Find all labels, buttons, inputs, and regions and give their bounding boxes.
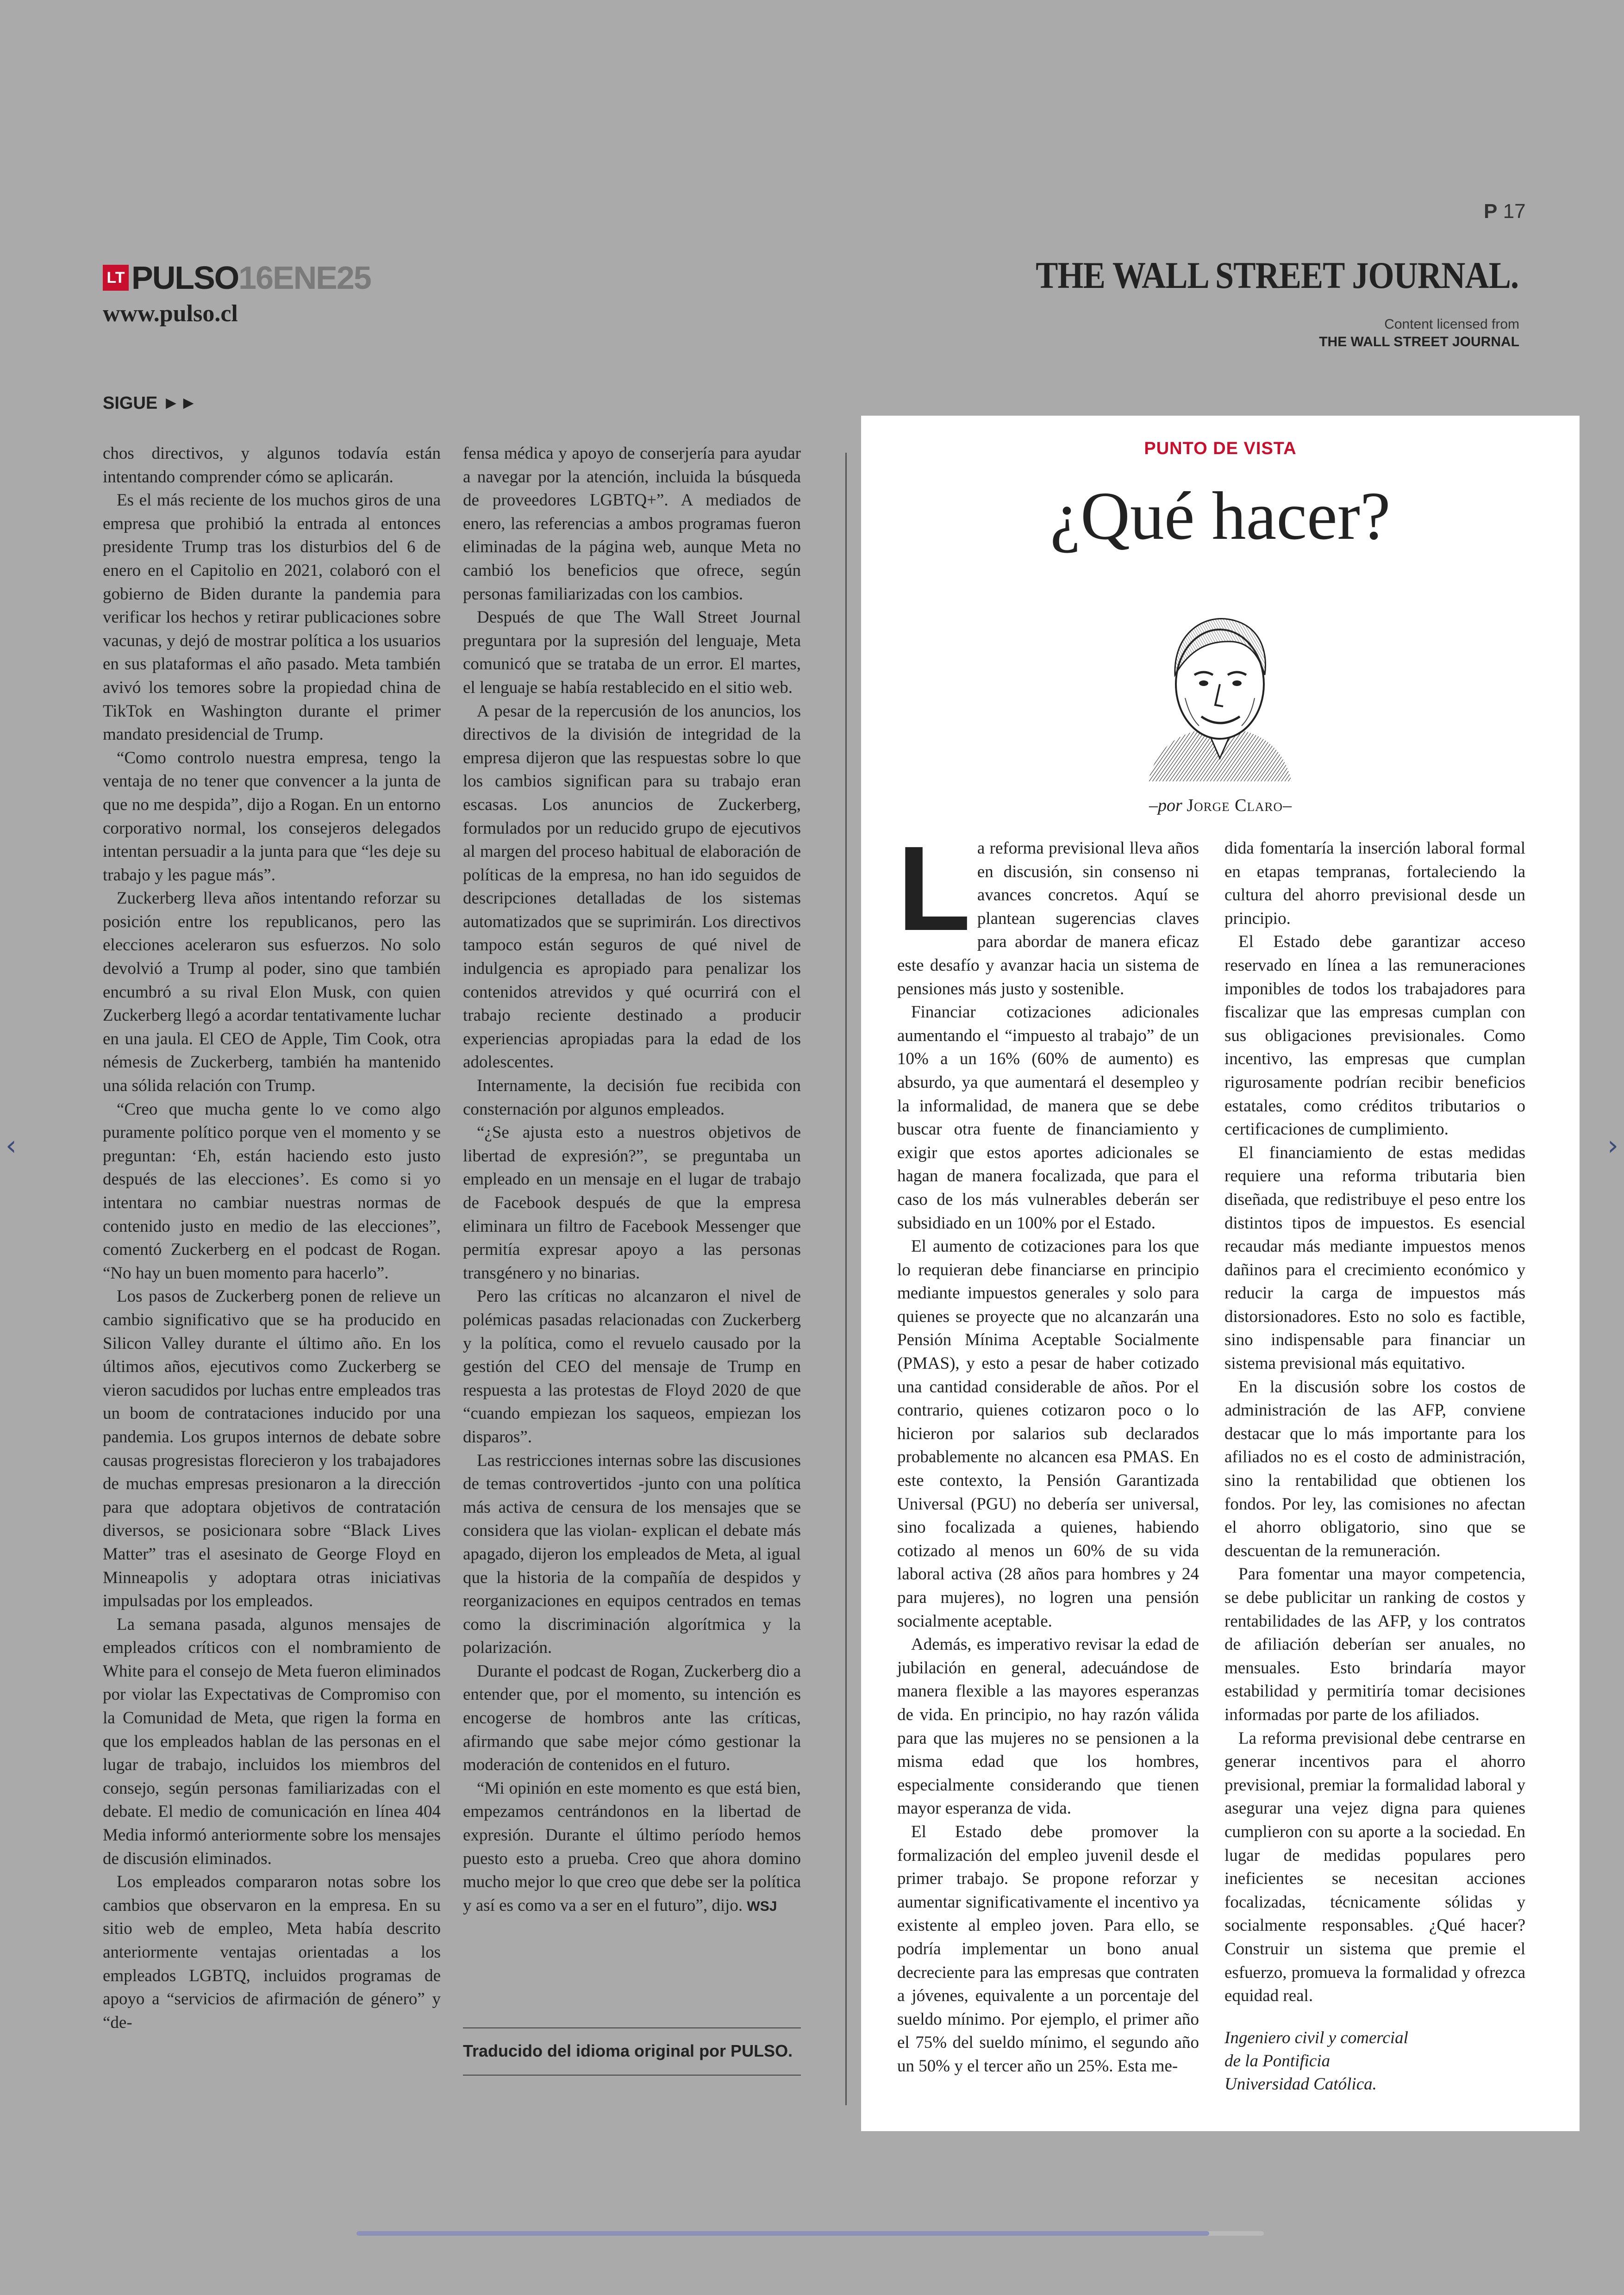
paragraph: Los empleados compararon notas sobre los cambios que observaron en la empresa. En su sitio web de empleo, Meta había descrito anteriormente ventajas orientadas a los empleados LGBTQ, incluidos programas de apoyo a “servicios de afirmación de género” y “de- xyxy=(103,1872,441,2032)
paragraph: El aumento de cotizaciones para los que lo requieran debe financiarse en principio mediante impuestos generales y solo para quienes se proyecte que no alcanzarán una Pensión Mínima Aceptable Socialmente (PMAS), y esto a pesar de haber cotizado una cantidad considerable de años. Por el contrario, quienes cotizaron poco o lo hicieron por salarios sub declarados probablemente no alcancen esa PMAS. En este contexto, la Pensión Garantizada Universal (PGU) no debería ser universal, sino focalizada a quienes, habiendo cotizado al menos un 60% de su vida laboral activa (28 años para hombres y 24 para mujeres), no logren una pensión socialmente aceptable. xyxy=(897,1237,1199,1631)
brand-name: PULSO xyxy=(131,260,239,296)
license-source: THE WALL STREET JOURNAL xyxy=(1319,334,1519,349)
paragraph: En la discusión sobre los costos de administración de las AFP, conviene destacar que lo más importante para los afiliados no es el costo de administración, sino la rentabilidad que obtienen los fondos. Por ley, las comisiones no afectan el ahorro obligatorio, sino que se descuentan de la remuneración. xyxy=(1224,1377,1525,1560)
lt-logo: LT xyxy=(103,265,129,291)
paragraph: “Creo que mucha gente lo ve como algo puramente político porque ven el momento y se preguntan: ‘Eh, están haciendo esto justo después de las elecciones’. Es como si yo intentara no cambiar nuestras normas de contenido justo en medio de las elecciones”, comentó Zuckerberg en el podcast de Rogan. “No hay un buen momento para hacerlo”. xyxy=(103,1099,441,1283)
drop-cap: L xyxy=(897,822,971,956)
article-column-1 xyxy=(103,442,441,2034)
paragraph: “Mi opinión en este momento es que está bien, empezamos centrándonos en la libertad de expresión. Durante el último período hemos puesto esto a prueba. Creo que ahora domino mucho mejor lo que creo que debe ser la política y así es como va a ser en el futuro”, dijo. WSJ xyxy=(463,1778,801,1915)
paragraph: Internamente, la decisión fue recibida con consternación por algunos empleados. xyxy=(463,1076,801,1119)
opinion-panel xyxy=(861,416,1580,2131)
opinion-column-2 xyxy=(1224,837,1525,2008)
divider xyxy=(463,2075,801,2076)
site-url: www.pulso.cl xyxy=(103,300,238,327)
article-column-2 xyxy=(463,442,801,1918)
pulso-masthead xyxy=(103,259,371,296)
page-number: P 17 xyxy=(1484,200,1526,223)
continue-label: SIGUE ►► xyxy=(103,393,198,413)
chevron-left-icon[interactable]: ‹ xyxy=(6,1129,17,1162)
chevron-right-icon[interactable]: › xyxy=(1607,1129,1618,1162)
column-divider xyxy=(845,453,847,2105)
paragraph: Financiar cotizaciones adicionales aumentando el “impuesto al trabajo” de un 10% a un 16% (60% de aumento) es absurdo, ya que aumentará el desempleo y la informalidad, de manera que se debe buscar otra fuente de financiamiento y exigir que estos aportes adicionales se hagan de manera focalizada, que para el caso de los más vulnerables deberán ser subsidiado en un 100% por el Estado. xyxy=(897,1003,1199,1233)
scrollbar-thumb[interactable] xyxy=(356,2231,1209,2236)
byline: –por Jorge Claro– xyxy=(1149,796,1292,815)
author-name: Jorge Claro xyxy=(1187,796,1283,815)
paragraph: fensa médica y apoyo de conserjería para ayudar a navegar por la atención, incluida la búsqueda de proveedores LGBTQ+”. A mediados de enero, las referencias a ambos programas fueron eliminadas de la página web, aunque Meta no cambió los beneficios que ofrece, según personas familiarizadas con los cambios. xyxy=(463,444,801,604)
paragraph: El Estado debe garantizar acceso reservado en línea a las remuneraciones imponibles de todos los trabajadores para fiscalizar que las empresas cumplan con sus obligaciones previsionales. Como incentivo, las empresas que cumplan rigurosamente podrían recibir beneficios estatales, como créditos tributarios o certificaciones de cumplimiento. xyxy=(1224,932,1525,1139)
paragraph: Los pasos de Zuckerberg ponen de relieve un cambio significativo que se ha producido en Silicon Valley durante el último año. En los últimos años, ejecutivos como Zuckerberg se vieron sacudidos por luchas entre empleados tras un boom de contrataciones inducido por una pandemia. Los grupos internos de debate sobre causas progresistas florecieron y los trabajadores de muchas empresas presionaron a la dirección para que adoptara objetivos de contratación diversos, se posicionara sobre “Black Lives Matter” tras el asesinato de George Floyd en Minneapolis y adoptara otras iniciativas impulsadas por los empleados. xyxy=(103,1287,441,1611)
paragraph: El Estado debe promover la formalización del empleo juvenil desde el primer trabajo. Se propone reforzar y aumentar significativamente el incentivo ya existente al empleo joven. Para ello, se podría implementar un bono anual decreciente para las empresas que contraten a jóvenes, equivalente a un porcentaje del sueldo mínimo. Por ejemplo, el primer año el 75% del sueldo mínimo, el segundo año un 50% y el tercer año un 25%. Esta me- xyxy=(897,1822,1199,2076)
section-kicker: PUNTO DE VISTA xyxy=(1144,439,1297,458)
author-portrait xyxy=(1130,605,1310,781)
author-credentials: Ingeniero civil y comercial de la Pontificia Universidad Católica. xyxy=(1224,2028,1408,2094)
paragraph: Pero las críticas no alcanzaron el nivel de polémicas pasadas relacionadas con Zuckerberg y la política, como el revuelo causado por la gestión del CEO del mensaje de Trump en respuesta a las protestas de Floyd 2020 de que “cuando empiezan los saqueos, empiezan los disparos”. xyxy=(463,1287,801,1447)
end-mark: WSJ xyxy=(747,1898,777,1914)
paragraph: “Como controlo nuestra empresa, tengo la ventaja de no tener que convencer a la junta de que no me despida”, dijo a Rogan. En un entorno corporativo normal, los consejeros delegados intentan persuadir a la junta para que “les deje su trabajo y les pague más”. xyxy=(103,748,441,885)
paragraph: La reforma previsional lleva años en discusión, sin consenso ni avances concretos. Aquí se plantean sugerencias claves para abordar de manera eficaz este desafío y avanzar hacia un sistema de pensiones más justo y sostenible. xyxy=(897,822,1199,998)
paragraph: Es el más reciente de los muchos giros de una empresa que prohibió la entrada al entonces presidente Trump tras los disturbios del 6 de enero en el Capitolio en 2021, colaboró con el gobierno de Biden durante la pandemia para verificar los hechos y retirar publicaciones sobre vacunas, y dejó de mostrar política a los usuarios en sus plataformas el año pasado. Meta también avivó los temores sobre la propiedad china de TikTok en Washington durante el primer mandato presidencial de Trump. xyxy=(103,491,441,744)
paragraph: Para fomentar una mayor competencia, se debe publicitar un ranking de costos y rentabilidades de las AFP, y los contratos de afiliación deberían ser anuales, no mensuales. Esto brindaría mayor estabilidad y permitiría tomar decisiones informadas por parte de los afiliados. xyxy=(1224,1565,1525,1724)
paragraph: Además, es imperativo revisar la edad de jubilación en general, adecuándose de manera flexible a las mayores esperanzas de vida. En principio, no hay razón válida para que las mujeres no se pensionen a la misma edad que los hombres, especialmente considerando que tienen mayor esperanza de vida. xyxy=(897,1635,1199,1818)
license-line: Content licensed from xyxy=(1384,317,1519,332)
paragraph: La semana pasada, algunos mensajes de empleados críticos con el nombramiento de White para el consejo de Meta fueron eliminados por violar las Expectativas de Compromiso con la Comunidad de Meta, que rigen la forma en que los empleados hablan de las personas en el lugar de trabajo, incluidos los miembros del consejo, según personas familiarizadas con el debate. El medio de comunicación en línea 404 Media informó anteriormente sobre los mensajes de discusión eliminados. xyxy=(103,1615,441,1868)
paragraph: Zuckerberg lleva años intentando reforzar su posición entre los republicanos, pero las elecciones aceleraron sus esfuerzos. No solo devolvió a Trump al poder, sino que también encumbró a su rival Elon Musk, con quien Zuckerberg llegó a acordar tentativamente luchar en una jaula. El CEO de Apple, Tim Cook, otra némesis de Zuckerberg, también ha mantenido una sólida relación con Trump. xyxy=(103,889,441,1096)
paragraph: Las restricciones internas sobre las discusiones de temas controvertidos -junto con una política más activa de censura de los mensajes que se considera que las violan- explican el debate más apagado, dijeron los empleados de Meta, al igual que la historia de la compañía de despidos y reorganizaciones en equipos centrados en temas como la discriminación algorítmica y la polarización. xyxy=(463,1451,801,1658)
paragraph: Durante el podcast de Rogan, Zuckerberg dio a entender que, por el momento, su intención es encogerse de hombros ante las críticas, afirmando que sabe mejor cómo gestionar la moderación de contenidos en el futuro. xyxy=(463,1661,801,1775)
paragraph: A pesar de la repercusión de los anuncios, los directivos de la división de integridad de la empresa dijeron que las respuestas sobre lo que los cambios significan para su trabajo eran escasas. Los anuncios de Zuckerberg, formulados por un reducido grupo de ejecutivos al margen del proceso habitual de elaboración de políticas de la empresa, no han ido seguidos de descripciones detalladas de los sistemas automatizados que se suprimirán. Los directivos tampoco están seguros de qué nivel de indulgencia es apropiado para penalizar los contenidos atrevidos y qué ocurrirá con el trabajo reciente destinado a producir experiencias apropiadas para la edad de los adolescentes. xyxy=(463,701,801,1072)
paragraph: chos directivos, y algunos todavía están intentando comprender cómo se aplicarán. xyxy=(103,444,441,486)
paragraph: dida fomentaría la inserción laboral formal en etapas tempranas, fortaleciendo la cultura del ahorro previsional desde un principio. xyxy=(1224,839,1525,928)
paragraph: El financiamiento de estas medidas requiere una reforma tributaria bien diseñada, que redistribuye el peso entre los distintos tipos de impuestos. Es esencial recaudar más mediante impuestos menos dañinos para el crecimiento económico y reducir la carga de impuestos más distorsionadores. Esto no solo es factible, sino indispensable para financiar un sistema previsional más equitativo. xyxy=(1224,1143,1525,1373)
wsj-logo: THE WALL STREET JOURNAL. xyxy=(1036,254,1518,296)
translation-note: Traducido del idioma original por PULSO. xyxy=(463,2041,793,2060)
translation-note-box xyxy=(463,2027,801,2076)
edition-date: 16ENE25 xyxy=(238,260,371,296)
horizontal-scrollbar[interactable] xyxy=(356,2231,1264,2236)
paragraph: “¿Se ajusta esto a nuestros objetivos de libertad de expresión?”, se preguntaba un empleado en un mensaje en el lugar de trabajo de Facebook después de que la empresa eliminara un filtro de Facebook Messenger que permitía expresar apoyo a las personas transgénero y no binarias. xyxy=(463,1123,801,1283)
headline: ¿Qué hacer? xyxy=(1050,478,1391,554)
opinion-column-1 xyxy=(897,822,1199,2078)
paragraph: Después de que The Wall Street Journal preguntara por la supresión del lenguaje, Meta comunicó que se trataba de un error. El martes, el lenguaje se había restablecido en el sitio web. xyxy=(463,608,801,697)
paragraph: La reforma previsional debe centrarse en generar incentivos para el ahorro previsional, premiar la formalidad laboral y asegurar una vejez digna para quienes cumplieron con su aporte a la sociedad. En lugar de medidas populares pero ineficientes se necesitan acciones focalizadas, técnicamente sólidas y socialmente responsables. ¿Qué hacer? Construir un sistema que premie el esfuerzo, promueva la formalidad y ofrezca equidad real. xyxy=(1224,1728,1525,2006)
